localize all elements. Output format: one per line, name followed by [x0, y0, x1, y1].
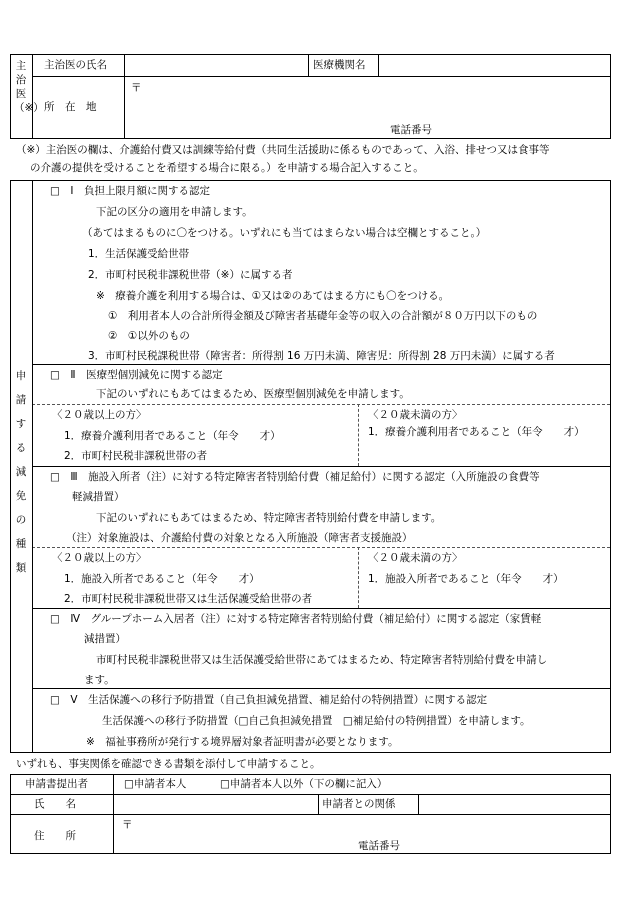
reduction-side-label: 申請する減免の種類 — [15, 370, 27, 574]
relation-label: 申請者との関係 — [322, 798, 396, 810]
s2-line1: 下記のいずれにもあてはまるため、医療型個別減免を申請します。 — [96, 388, 410, 400]
s1-line7: ② ①以外のもの — [108, 330, 190, 342]
applicant-name-label: 氏 名 — [34, 798, 76, 810]
doctor-address-label: 所 在 地 — [44, 101, 97, 113]
doctor-note-line2: の介護の提供を受けることを希望する場合に限る。）を申請する場合記入すること。 — [30, 162, 424, 174]
s3-right-1: 1．施設入所者であること（年令 才） — [368, 573, 564, 585]
doctor-name-label: 主治医の氏名 — [44, 59, 107, 71]
applicant-name-field[interactable] — [116, 796, 316, 812]
s1-line5: ※ 療養介護を利用する場合は、①又は②のあてはまる方にも〇をつける。 — [96, 290, 450, 302]
s3-title: □ Ⅲ 施設入所者（注）に対する特定障害者特別給付費（補足給付）に関する認定（入所施設の食費等 — [50, 471, 540, 483]
s3-left-1: 1．施設入所者であること（年令 才） — [64, 573, 260, 585]
s4-title: □ Ⅳ グループホーム入居者（注）に対する特定障害者特別給付費（補足給付）に関する認定（家賃軽 — [50, 613, 542, 625]
s1-line8: 3．市町村民税課税世帯（障害者：所得割 16 万円未満、障害児：所得割 28 万円未満）に属する者 — [88, 350, 555, 362]
applicant-address-label: 住 所 — [34, 830, 76, 842]
s2-title: □ Ⅱ 医療型個別減免に関する認定 — [50, 369, 223, 381]
doctor-side-label: 主治医（※） — [14, 60, 44, 114]
s2-right-1: 1．療養介護利用者であること（年令 才） — [368, 426, 585, 438]
s1-line1: 下記の区分の適用を申請します。 — [96, 206, 253, 218]
s1-line6: ① 利用者本人の合計所得金額及び障害者基礎年金等の収入の合計額が８０万円以下のもの — [108, 310, 538, 322]
relation-field[interactable] — [421, 796, 607, 812]
submitter-label: 申請書提出者 — [25, 778, 88, 790]
s1-title: □ Ⅰ 負担上限月額に関する認定 — [50, 185, 211, 197]
s4-line1: 市町村民税非課税世帯又は生活保護受給世帯にあてはまるため、特定障害者特別給付費を申請し — [96, 654, 548, 666]
s3-line2: （注）対象施設は、介護給付費の対象となる入所施設（障害者支援施設） — [66, 532, 413, 544]
s1-line3: 1．生活保護受給世帯 — [88, 248, 190, 260]
s2-right-head: 〈２０歳未満の方〉 — [368, 409, 463, 421]
doctor-note-line1: （※）主治医の欄は、介護給付費又は訓練等給付費（共同生活援助に係るものであって、入浴、排せつ又は食事等 — [16, 144, 550, 156]
applicant-postal-mark: 〒 — [122, 819, 133, 831]
submitter-option-other[interactable]: □申請者本人以外（下の欄に記入） — [220, 778, 388, 790]
s4-line2: ます。 — [84, 674, 115, 686]
s3-right-head: 〈２０歳未満の方〉 — [368, 552, 463, 564]
s2-left-2: 2．市町村民税非課税世帯の者 — [64, 450, 208, 462]
s5-line1: 生活保護への移行予防措置（□自己負担減免措置 □補足給付の特例措置）を申請します。 — [102, 715, 531, 727]
s3-left-2: 2．市町村民税非課税世帯又は生活保護受給世帯の者 — [64, 593, 313, 605]
s4-title2: 減措置） — [84, 633, 126, 645]
s3-left-head: 〈２０歳以上の方〉 — [52, 552, 147, 564]
submitter-option-self[interactable]: □申請者本人 — [124, 778, 187, 790]
institution-label: 医療機関名 — [313, 59, 366, 71]
s2-left-head: 〈２０歳以上の方〉 — [52, 409, 147, 421]
s5-title: □ Ⅴ 生活保護への移行予防措置（自己負担減免措置、補足給付の特例措置）に関する認定 — [50, 694, 488, 706]
s1-line4: 2．市町村民税非課税世帯（※）に属する者 — [88, 269, 293, 281]
applicant-phone-label: 電話番号 — [358, 840, 400, 852]
footer-note: いずれも、事実関係を確認できる書類を添付して申請すること。 — [16, 758, 321, 770]
s3-line1: 下記のいずれにもあてはまるため、特定障害者特別給付費を申請します。 — [96, 512, 442, 524]
s2-left-1: 1．療養介護利用者であること（年令 才） — [64, 430, 281, 442]
doctor-postal-mark: 〒 — [131, 82, 142, 94]
s3-title2: 軽減措置） — [72, 491, 125, 503]
doctor-phone-label: 電話番号 — [390, 124, 432, 136]
s5-line2: ※ 福祉事務所が発行する境界層対象者証明書が必要となります。 — [86, 736, 399, 748]
s1-line2: （あてはまるものに〇をつける。いずれにも当てはまらない場合は空欄とすること。） — [82, 227, 487, 239]
